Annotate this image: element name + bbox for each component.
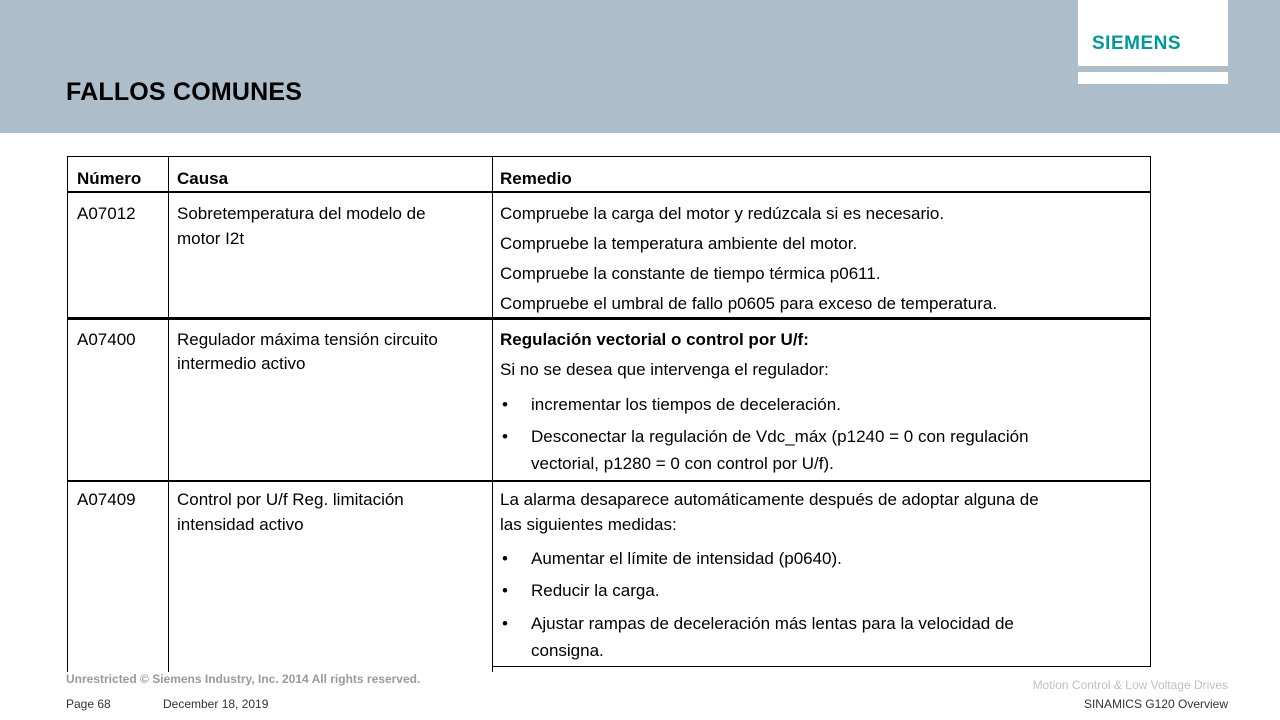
bullet-text: Aumentar el límite de intensidad (p0640). <box>531 549 842 568</box>
fault-number: A07409 <box>77 490 136 509</box>
remedy-intro: las siguientes medidas: <box>500 515 677 534</box>
header-rule <box>67 191 1151 193</box>
bullet-icon: • <box>502 427 508 446</box>
fault-table <box>67 156 1151 672</box>
header-cause: Causa <box>177 169 229 188</box>
remedy-line: Compruebe la carga del motor y redúzcala si es necesario. <box>500 204 945 223</box>
remedy-intro: Si no se desea que intervenga el regulador: <box>500 360 829 379</box>
fault-cause-line: intermedio activo <box>177 354 306 373</box>
bullet-text: incrementar los tiempos de deceleración. <box>531 395 841 414</box>
header-remedy: Remedio <box>500 169 572 188</box>
remedy-intro: La alarma desaparece automáticamente después de adoptar alguna de <box>500 490 1039 509</box>
fault-cause-line: Control por U/f Reg. limitación <box>177 490 404 509</box>
table-bottom-border <box>493 666 1151 667</box>
division-name: Motion Control & Low Voltage Drives <box>1032 678 1228 692</box>
row-divider-1 <box>67 317 1151 320</box>
bullet-text: vectorial, p1280 = 0 con control por U/f). <box>531 454 834 473</box>
remedy-heading: Regulación vectorial o control por U/f: <box>500 330 809 349</box>
page-title: FALLOS COMUNES <box>66 78 303 106</box>
footer-date: December 18, 2019 <box>163 697 269 711</box>
copyright-notice: Unrestricted © Siemens Industry, Inc. 2014 All rights reserved. <box>66 672 421 686</box>
bullet-text: Reducir la carga. <box>531 581 660 600</box>
logo-divider <box>1078 66 1228 72</box>
col-line-right <box>1150 156 1151 667</box>
col-line-1 <box>168 156 169 672</box>
bullet-icon: • <box>502 581 508 600</box>
fault-cause-line: intensidad activo <box>177 515 304 534</box>
remedy-line: Compruebe el umbral de fallo p0605 para exceso de temperatura. <box>500 294 998 313</box>
row-divider-2 <box>67 480 1151 482</box>
header-number: Número <box>77 169 142 188</box>
fault-cause-line: Sobretemperatura del modelo de <box>177 204 426 223</box>
fault-cause-line: motor I2t <box>177 229 245 248</box>
fault-number: A07012 <box>77 204 136 223</box>
bullet-icon: • <box>502 395 508 414</box>
bullet-icon: • <box>502 614 508 633</box>
siemens-logo: SIEMENS <box>1092 33 1182 54</box>
bullet-text: Desconectar la regulación de Vdc_máx (p1240 = 0 con regulación <box>531 427 1029 446</box>
table-top-border <box>67 156 1151 157</box>
bullet-text: consigna. <box>531 641 604 660</box>
col-line-2 <box>492 156 493 672</box>
remedy-line: Compruebe la constante de tiempo térmica p0611. <box>500 264 881 283</box>
page-number: Page 68 <box>66 697 111 711</box>
logo-box <box>1078 0 1228 84</box>
remedy-line: Compruebe la temperatura ambiente del motor. <box>500 234 858 253</box>
bullet-icon: • <box>502 549 508 568</box>
fault-cause-line: Regulador máxima tensión circuito <box>177 330 438 349</box>
col-line-left <box>67 156 68 672</box>
fault-number: A07400 <box>77 330 136 349</box>
bullet-text: Ajustar rampas de deceleración más lentas para la velocidad de <box>531 614 1014 633</box>
product-name: SINAMICS G120 Overview <box>1083 697 1228 711</box>
